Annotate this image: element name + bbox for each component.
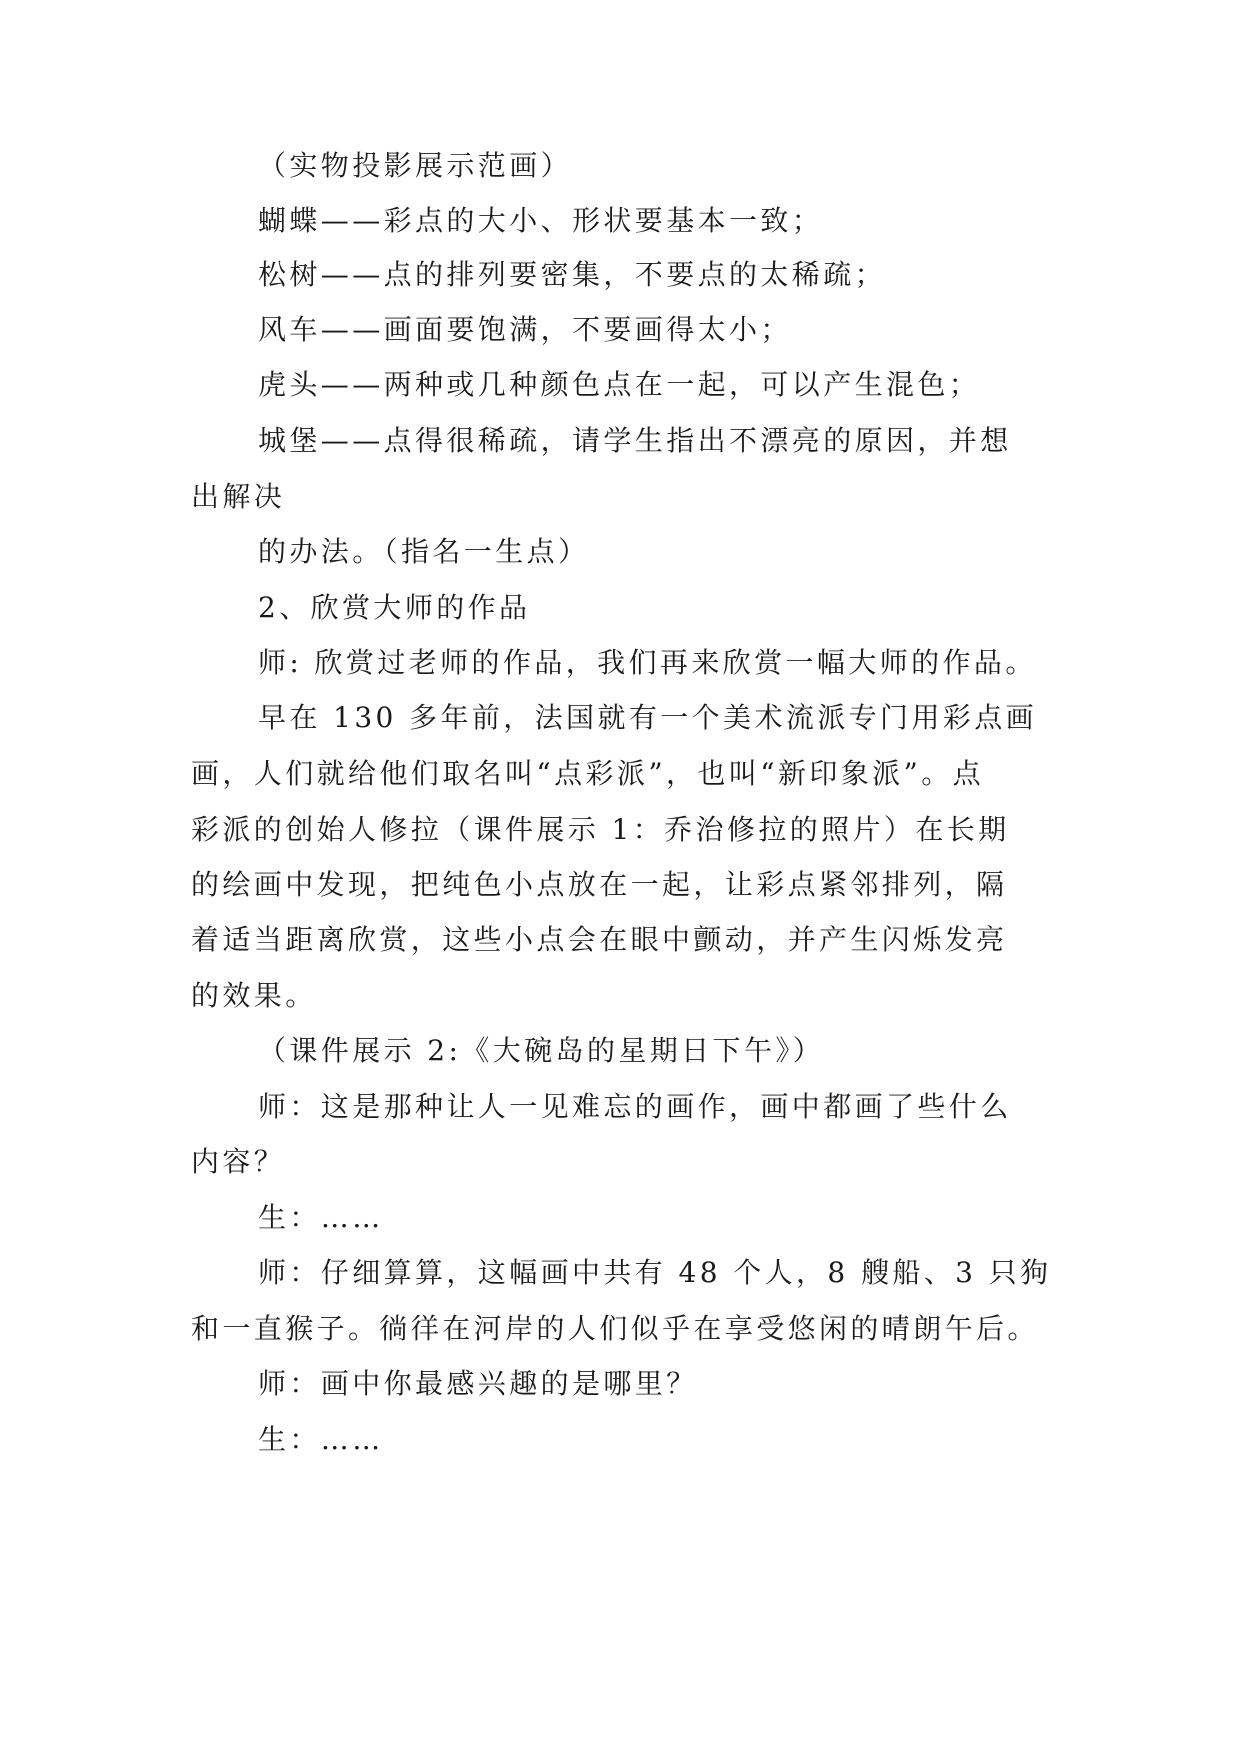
text-line: 风车——画面要饱满，不要画得太小； xyxy=(258,313,792,346)
text-line: 着适当距离欣赏，这些小点会在眼中颤动，并产生闪烁发亮 xyxy=(191,923,1008,956)
text-line: 出解决 xyxy=(191,480,286,513)
text-line: 师: 欣赏过老师的作品，我们再来欣赏一幅大师的作品。 xyxy=(258,646,1037,679)
text-line: 和一直猴子。徜徉在河岸的人们似乎在享受悠闲的晴朗午后。 xyxy=(191,1312,1039,1345)
text-line: 的绘画中发现，把纯色小点放在一起，让彩点紧邻排列，隔 xyxy=(191,868,1008,901)
text-line: 师：画中你最感兴趣的是哪里？ xyxy=(258,1367,698,1400)
text-line: 生：…… xyxy=(258,1423,384,1456)
text-line: 师：这是那种让人一见难忘的画作，画中都画了些什么 xyxy=(258,1090,1012,1123)
text-line: 松树——点的排列要密集，不要点的太稀疏； xyxy=(258,258,887,291)
text-line: （实物投影展示范画） xyxy=(258,149,573,182)
text-line: 早在 130 多年前，法国就有一个美术流派专门用彩点画 xyxy=(258,701,1038,734)
text-line: （课件展示 2:《大碗岛的星期日下午》） xyxy=(258,1034,825,1067)
text-line: 彩派的创始人修拉（课件展示 1：乔治修拉的照片）在长期 xyxy=(191,813,1010,846)
text-line: 的效果。 xyxy=(191,979,317,1012)
text-line: 内容？ xyxy=(191,1145,286,1178)
section-heading: 2、欣赏大师的作品 xyxy=(258,591,531,624)
text-line: 画，人们就给他们取名叫“点彩派”，也叫“新印象派”。点 xyxy=(191,757,985,790)
text-line: 生：…… xyxy=(258,1201,384,1234)
text-line: 的办法。（指名一生点） xyxy=(258,535,590,568)
text-line: 蝴蝶——彩点的大小、形状要基本一致； xyxy=(258,204,824,237)
text-line: 虎头——两种或几种颜色点在一起，可以产生混色； xyxy=(258,368,981,401)
text-line: 师：仔细算算，这幅画中共有 48 个人，8 艘船、3 只狗 xyxy=(258,1256,1052,1289)
text-line: 城堡——点得很稀疏，请学生指出不漂亮的原因，并想 xyxy=(258,424,1012,457)
